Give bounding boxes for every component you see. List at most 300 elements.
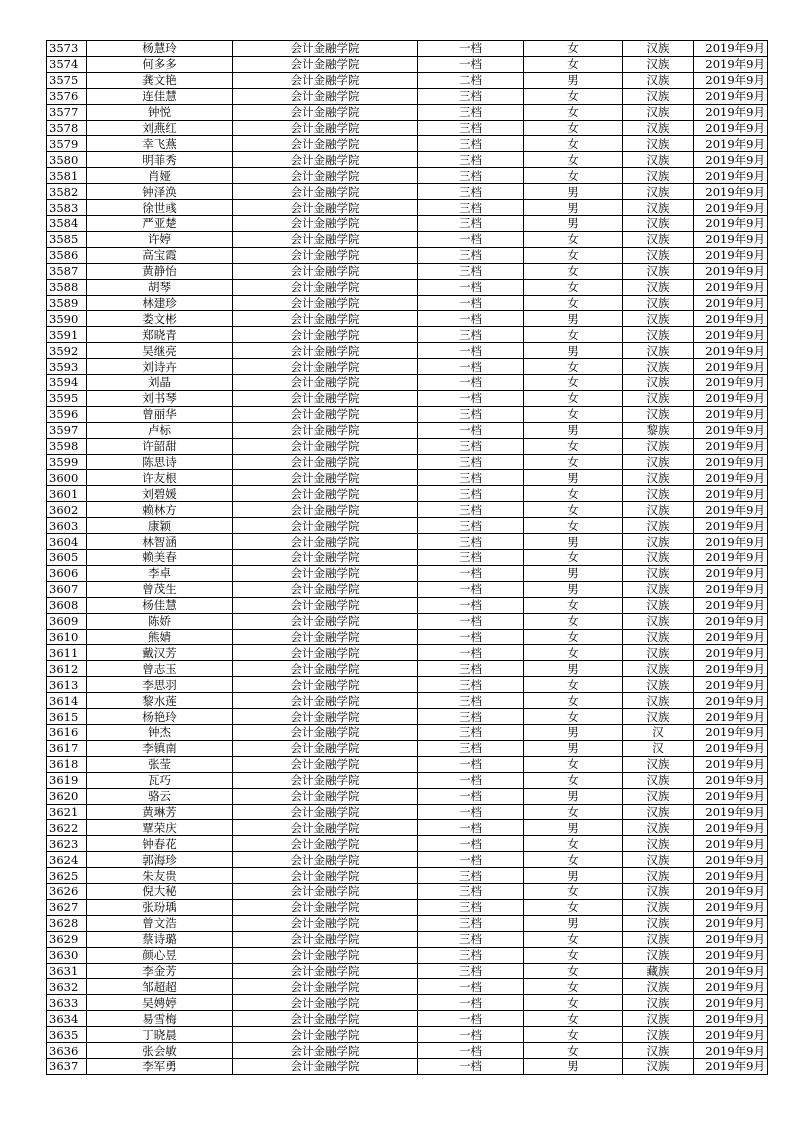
table-row: [47, 454, 768, 470]
ethnicity-cell: 汉族: [623, 343, 694, 359]
date-cell: 2019年9月: [694, 104, 768, 120]
student-name-cell: 丁晓晨: [87, 1027, 233, 1043]
grade-level-cell: 三档: [418, 963, 524, 979]
ethnicity-cell: 汉族: [623, 1027, 694, 1043]
date-cell: 2019年9月: [694, 247, 768, 263]
date-cell: 2019年9月: [694, 438, 768, 454]
row-number-cell: 3630: [47, 947, 87, 963]
gender-cell: 女: [524, 88, 623, 104]
table-row: [47, 565, 768, 581]
gender-cell: 女: [524, 772, 623, 788]
gender-cell: 女: [524, 168, 623, 184]
date-cell: 2019年9月: [694, 375, 768, 391]
grade-level-cell: 一档: [418, 279, 524, 295]
gender-cell: 女: [524, 390, 623, 406]
row-number-cell: 3625: [47, 868, 87, 884]
college-cell: 会计金融学院: [233, 661, 418, 677]
row-number-cell: 3620: [47, 788, 87, 804]
grade-level-cell: 一档: [418, 422, 524, 438]
grade-level-cell: 三档: [418, 915, 524, 931]
grade-level-cell: 三档: [418, 215, 524, 231]
college-cell: 会计金融学院: [233, 375, 418, 391]
college-cell: 会计金融学院: [233, 645, 418, 661]
ethnicity-cell: 汉族: [623, 120, 694, 136]
row-number-cell: 3591: [47, 327, 87, 343]
college-cell: 会计金融学院: [233, 1027, 418, 1043]
date-cell: 2019年9月: [694, 915, 768, 931]
student-name-cell: 林智涵: [87, 534, 233, 550]
student-name-cell: 卢标: [87, 422, 233, 438]
ethnicity-cell: 汉族: [623, 772, 694, 788]
row-number-cell: 3598: [47, 438, 87, 454]
gender-cell: 女: [524, 677, 623, 693]
date-cell: 2019年9月: [694, 41, 768, 57]
gender-cell: 女: [524, 995, 623, 1011]
date-cell: 2019年9月: [694, 406, 768, 422]
student-name-cell: 张玢瑀: [87, 899, 233, 915]
row-number-cell: 3636: [47, 1043, 87, 1059]
row-number-cell: 3593: [47, 359, 87, 375]
college-cell: 会计金融学院: [233, 231, 418, 247]
student-name-cell: 许婷: [87, 231, 233, 247]
college-cell: 会计金融学院: [233, 390, 418, 406]
date-cell: 2019年9月: [694, 1011, 768, 1027]
date-cell: 2019年9月: [694, 995, 768, 1011]
college-cell: 会计金融学院: [233, 899, 418, 915]
table-row: [47, 1011, 768, 1027]
date-cell: 2019年9月: [694, 947, 768, 963]
college-cell: 会计金融学院: [233, 295, 418, 311]
table-row: [47, 740, 768, 756]
date-cell: 2019年9月: [694, 343, 768, 359]
row-number-cell: 3603: [47, 518, 87, 534]
grade-level-cell: 一档: [418, 295, 524, 311]
student-name-cell: 许友根: [87, 470, 233, 486]
gender-cell: 女: [524, 629, 623, 645]
table-row: [47, 772, 768, 788]
gender-cell: 女: [524, 597, 623, 613]
table-row: [47, 168, 768, 184]
ethnicity-cell: 汉族: [623, 406, 694, 422]
gender-cell: 女: [524, 56, 623, 72]
student-name-cell: 娄文彬: [87, 311, 233, 327]
ethnicity-cell: 汉族: [623, 565, 694, 581]
row-number-cell: 3621: [47, 804, 87, 820]
ethnicity-cell: 汉族: [623, 534, 694, 550]
row-number-cell: 3576: [47, 88, 87, 104]
student-name-cell: 胡琴: [87, 279, 233, 295]
college-cell: 会计金融学院: [233, 597, 418, 613]
student-name-cell: 赖林方: [87, 502, 233, 518]
student-name-cell: 吴继亮: [87, 343, 233, 359]
gender-cell: 女: [524, 518, 623, 534]
table-row: [47, 804, 768, 820]
row-number-cell: 3605: [47, 550, 87, 566]
row-number-cell: 3587: [47, 263, 87, 279]
row-number-cell: 3583: [47, 200, 87, 216]
grade-level-cell: 三档: [418, 120, 524, 136]
gender-cell: 男: [524, 184, 623, 200]
college-cell: 会计金融学院: [233, 884, 418, 900]
grade-level-cell: 一档: [418, 804, 524, 820]
date-cell: 2019年9月: [694, 661, 768, 677]
table-row: [47, 1027, 768, 1043]
row-number-cell: 3599: [47, 454, 87, 470]
row-number-cell: 3578: [47, 120, 87, 136]
date-cell: 2019年9月: [694, 311, 768, 327]
college-cell: 会计金融学院: [233, 136, 418, 152]
gender-cell: 女: [524, 804, 623, 820]
date-cell: 2019年9月: [694, 899, 768, 915]
ethnicity-cell: 汉族: [623, 915, 694, 931]
date-cell: 2019年9月: [694, 168, 768, 184]
ethnicity-cell: 汉族: [623, 263, 694, 279]
table-row: [47, 72, 768, 88]
row-number-cell: 3596: [47, 406, 87, 422]
table-row: [47, 724, 768, 740]
college-cell: 会计金融学院: [233, 947, 418, 963]
student-name-cell: 李金芳: [87, 963, 233, 979]
grade-level-cell: 一档: [418, 375, 524, 391]
college-cell: 会计金融学院: [233, 756, 418, 772]
gender-cell: 女: [524, 152, 623, 168]
grade-level-cell: 一档: [418, 343, 524, 359]
date-cell: 2019年9月: [694, 215, 768, 231]
college-cell: 会计金融学院: [233, 168, 418, 184]
table-row: [47, 247, 768, 263]
grade-level-cell: 一档: [418, 1059, 524, 1075]
student-name-cell: 杨佳慧: [87, 597, 233, 613]
gender-cell: 女: [524, 1027, 623, 1043]
student-name-cell: 明菲秀: [87, 152, 233, 168]
row-number-cell: 3612: [47, 661, 87, 677]
table-row: [47, 88, 768, 104]
grade-level-cell: 三档: [418, 899, 524, 915]
date-cell: 2019年9月: [694, 1059, 768, 1075]
college-cell: 会计金融学院: [233, 438, 418, 454]
grade-level-cell: 一档: [418, 565, 524, 581]
grade-level-cell: 三档: [418, 693, 524, 709]
gender-cell: 女: [524, 899, 623, 915]
grade-level-cell: 一档: [418, 390, 524, 406]
date-cell: 2019年9月: [694, 56, 768, 72]
grade-level-cell: 三档: [418, 661, 524, 677]
ethnicity-cell: 汉族: [623, 899, 694, 915]
ethnicity-cell: 汉: [623, 724, 694, 740]
gender-cell: 男: [524, 72, 623, 88]
gender-cell: 女: [524, 486, 623, 502]
grade-level-cell: 三档: [418, 184, 524, 200]
student-name-cell: 李思羽: [87, 677, 233, 693]
table-row: [47, 390, 768, 406]
college-cell: 会计金融学院: [233, 772, 418, 788]
gender-cell: 男: [524, 470, 623, 486]
date-cell: 2019年9月: [694, 724, 768, 740]
ethnicity-cell: 汉族: [623, 295, 694, 311]
ethnicity-cell: 汉族: [623, 152, 694, 168]
date-cell: 2019年9月: [694, 581, 768, 597]
row-number-cell: 3634: [47, 1011, 87, 1027]
gender-cell: 女: [524, 359, 623, 375]
gender-cell: 女: [524, 1043, 623, 1059]
ethnicity-cell: 汉族: [623, 502, 694, 518]
student-name-cell: 林建珍: [87, 295, 233, 311]
ethnicity-cell: 汉族: [623, 1011, 694, 1027]
grade-level-cell: 三档: [418, 740, 524, 756]
student-name-cell: 曾志玉: [87, 661, 233, 677]
grade-level-cell: 一档: [418, 581, 524, 597]
ethnicity-cell: 汉族: [623, 820, 694, 836]
row-number-cell: 3607: [47, 581, 87, 597]
ethnicity-cell: 汉族: [623, 995, 694, 1011]
grade-level-cell: 一档: [418, 56, 524, 72]
row-number-cell: 3601: [47, 486, 87, 502]
table-row: [47, 550, 768, 566]
student-name-cell: 郑晓青: [87, 327, 233, 343]
grade-level-cell: 三档: [418, 550, 524, 566]
gender-cell: 女: [524, 693, 623, 709]
grade-level-cell: 一档: [418, 629, 524, 645]
row-number-cell: 3574: [47, 56, 87, 72]
table-row: [47, 613, 768, 629]
gender-cell: 女: [524, 836, 623, 852]
ethnicity-cell: 汉族: [623, 804, 694, 820]
college-cell: 会计金融学院: [233, 820, 418, 836]
college-cell: 会计金融学院: [233, 406, 418, 422]
date-cell: 2019年9月: [694, 836, 768, 852]
row-number-cell: 3600: [47, 470, 87, 486]
grade-level-cell: 三档: [418, 168, 524, 184]
college-cell: 会计金融学院: [233, 311, 418, 327]
grade-level-cell: 三档: [418, 200, 524, 216]
student-name-cell: 李镇南: [87, 740, 233, 756]
grade-level-cell: 三档: [418, 486, 524, 502]
table-row: [47, 311, 768, 327]
gender-cell: 女: [524, 120, 623, 136]
grade-level-cell: 三档: [418, 263, 524, 279]
date-cell: 2019年9月: [694, 518, 768, 534]
student-name-cell: 戴汉芳: [87, 645, 233, 661]
grade-level-cell: 一档: [418, 41, 524, 57]
student-name-cell: 邹超超: [87, 979, 233, 995]
row-number-cell: 3608: [47, 597, 87, 613]
college-cell: 会计金融学院: [233, 422, 418, 438]
college-cell: 会计金融学院: [233, 279, 418, 295]
gender-cell: 女: [524, 41, 623, 57]
grade-level-cell: 三档: [418, 470, 524, 486]
grade-level-cell: 一档: [418, 1011, 524, 1027]
table-row: [47, 502, 768, 518]
student-name-cell: 瓦巧: [87, 772, 233, 788]
table-row: [47, 534, 768, 550]
ethnicity-cell: 汉族: [623, 581, 694, 597]
ethnicity-cell: 汉族: [623, 375, 694, 391]
row-number-cell: 3611: [47, 645, 87, 661]
ethnicity-cell: 汉族: [623, 661, 694, 677]
student-name-cell: 幸飞燕: [87, 136, 233, 152]
college-cell: 会计金融学院: [233, 470, 418, 486]
college-cell: 会计金融学院: [233, 215, 418, 231]
college-cell: 会计金融学院: [233, 931, 418, 947]
date-cell: 2019年9月: [694, 629, 768, 645]
row-number-cell: 3580: [47, 152, 87, 168]
grade-level-cell: 三档: [418, 947, 524, 963]
student-name-cell: 杨艳玲: [87, 709, 233, 725]
table-row: [47, 788, 768, 804]
gender-cell: 男: [524, 661, 623, 677]
student-name-cell: 高宝霞: [87, 247, 233, 263]
date-cell: 2019年9月: [694, 931, 768, 947]
date-cell: 2019年9月: [694, 136, 768, 152]
college-cell: 会计金融学院: [233, 788, 418, 804]
table-row: [47, 820, 768, 836]
row-number-cell: 3610: [47, 629, 87, 645]
college-cell: 会计金融学院: [233, 152, 418, 168]
ethnicity-cell: 汉族: [623, 709, 694, 725]
gender-cell: 女: [524, 295, 623, 311]
ethnicity-cell: 汉族: [623, 947, 694, 963]
gender-cell: 男: [524, 868, 623, 884]
college-cell: 会计金融学院: [233, 724, 418, 740]
date-cell: 2019年9月: [694, 231, 768, 247]
ethnicity-cell: 汉族: [623, 470, 694, 486]
grade-level-cell: 一档: [418, 1043, 524, 1059]
grade-level-cell: 三档: [418, 931, 524, 947]
row-number-cell: 3592: [47, 343, 87, 359]
college-cell: 会计金融学院: [233, 1059, 418, 1075]
ethnicity-cell: 汉族: [623, 486, 694, 502]
ethnicity-cell: 汉族: [623, 597, 694, 613]
table-row: [47, 470, 768, 486]
row-number-cell: 3590: [47, 311, 87, 327]
ethnicity-cell: 汉族: [623, 390, 694, 406]
student-name-cell: 张莹: [87, 756, 233, 772]
grade-level-cell: 三档: [418, 454, 524, 470]
grade-level-cell: 三档: [418, 884, 524, 900]
date-cell: 2019年9月: [694, 359, 768, 375]
student-name-cell: 曾文浩: [87, 915, 233, 931]
grade-level-cell: 一档: [418, 597, 524, 613]
date-cell: 2019年9月: [694, 502, 768, 518]
row-number-cell: 3632: [47, 979, 87, 995]
table-row: [47, 518, 768, 534]
gender-cell: 男: [524, 915, 623, 931]
ethnicity-cell: 汉族: [623, 359, 694, 375]
student-name-cell: 连佳慧: [87, 88, 233, 104]
gender-cell: 女: [524, 104, 623, 120]
date-cell: 2019年9月: [694, 200, 768, 216]
grade-level-cell: 一档: [418, 995, 524, 1011]
college-cell: 会计金融学院: [233, 740, 418, 756]
student-name-cell: 钟泽涣: [87, 184, 233, 200]
college-cell: 会计金融学院: [233, 247, 418, 263]
table-row: [47, 963, 768, 979]
ethnicity-cell: 汉族: [623, 168, 694, 184]
student-name-cell: 郭海珍: [87, 852, 233, 868]
row-number-cell: 3575: [47, 72, 87, 88]
date-cell: 2019年9月: [694, 120, 768, 136]
college-cell: 会计金融学院: [233, 120, 418, 136]
row-number-cell: 3609: [47, 613, 87, 629]
row-number-cell: 3613: [47, 677, 87, 693]
row-number-cell: 3586: [47, 247, 87, 263]
date-cell: 2019年9月: [694, 613, 768, 629]
table-row: [47, 327, 768, 343]
grade-level-cell: 三档: [418, 104, 524, 120]
student-name-cell: 刘诗卉: [87, 359, 233, 375]
grade-level-cell: 一档: [418, 979, 524, 995]
ethnicity-cell: 汉族: [623, 931, 694, 947]
gender-cell: 女: [524, 502, 623, 518]
ethnicity-cell: 汉族: [623, 979, 694, 995]
date-cell: 2019年9月: [694, 88, 768, 104]
date-cell: 2019年9月: [694, 788, 768, 804]
table-row: [47, 995, 768, 1011]
table-row: [47, 836, 768, 852]
ethnicity-cell: 汉族: [623, 788, 694, 804]
date-cell: 2019年9月: [694, 709, 768, 725]
college-cell: 会计金融学院: [233, 72, 418, 88]
table-row: [47, 41, 768, 57]
grade-level-cell: 一档: [418, 645, 524, 661]
date-cell: 2019年9月: [694, 454, 768, 470]
ethnicity-cell: 汉族: [623, 200, 694, 216]
table-row: [47, 979, 768, 995]
gender-cell: 男: [524, 311, 623, 327]
college-cell: 会计金融学院: [233, 550, 418, 566]
student-name-cell: 黄琳芳: [87, 804, 233, 820]
date-cell: 2019年9月: [694, 486, 768, 502]
table-row: [47, 231, 768, 247]
student-name-cell: 张会敏: [87, 1043, 233, 1059]
gender-cell: 女: [524, 709, 623, 725]
row-number-cell: 3602: [47, 502, 87, 518]
table-row: [47, 677, 768, 693]
table-row: [47, 1059, 768, 1075]
student-name-cell: 钟悦: [87, 104, 233, 120]
student-name-cell: 肖娅: [87, 168, 233, 184]
grade-level-cell: 三档: [418, 868, 524, 884]
student-name-cell: 曾丽华: [87, 406, 233, 422]
table-row: [47, 120, 768, 136]
table-row: [47, 884, 768, 900]
row-number-cell: 3637: [47, 1059, 87, 1075]
student-name-cell: 严亚楚: [87, 215, 233, 231]
table-row: [47, 915, 768, 931]
grade-level-cell: 三档: [418, 518, 524, 534]
gender-cell: 女: [524, 263, 623, 279]
ethnicity-cell: 汉族: [623, 454, 694, 470]
table-row: [47, 104, 768, 120]
student-name-cell: 李军勇: [87, 1059, 233, 1075]
student-name-cell: 朱友贵: [87, 868, 233, 884]
row-number-cell: 3633: [47, 995, 87, 1011]
table-row: [47, 947, 768, 963]
college-cell: 会计金融学院: [233, 581, 418, 597]
grade-level-cell: 三档: [418, 677, 524, 693]
row-number-cell: 3582: [47, 184, 87, 200]
table-row: [47, 359, 768, 375]
row-number-cell: 3614: [47, 693, 87, 709]
gender-cell: 女: [524, 406, 623, 422]
date-cell: 2019年9月: [694, 740, 768, 756]
student-name-cell: 刘燕红: [87, 120, 233, 136]
ethnicity-cell: 汉族: [623, 231, 694, 247]
grade-level-cell: 一档: [418, 231, 524, 247]
table-row: [47, 406, 768, 422]
ethnicity-cell: 汉族: [623, 279, 694, 295]
college-cell: 会计金融学院: [233, 343, 418, 359]
